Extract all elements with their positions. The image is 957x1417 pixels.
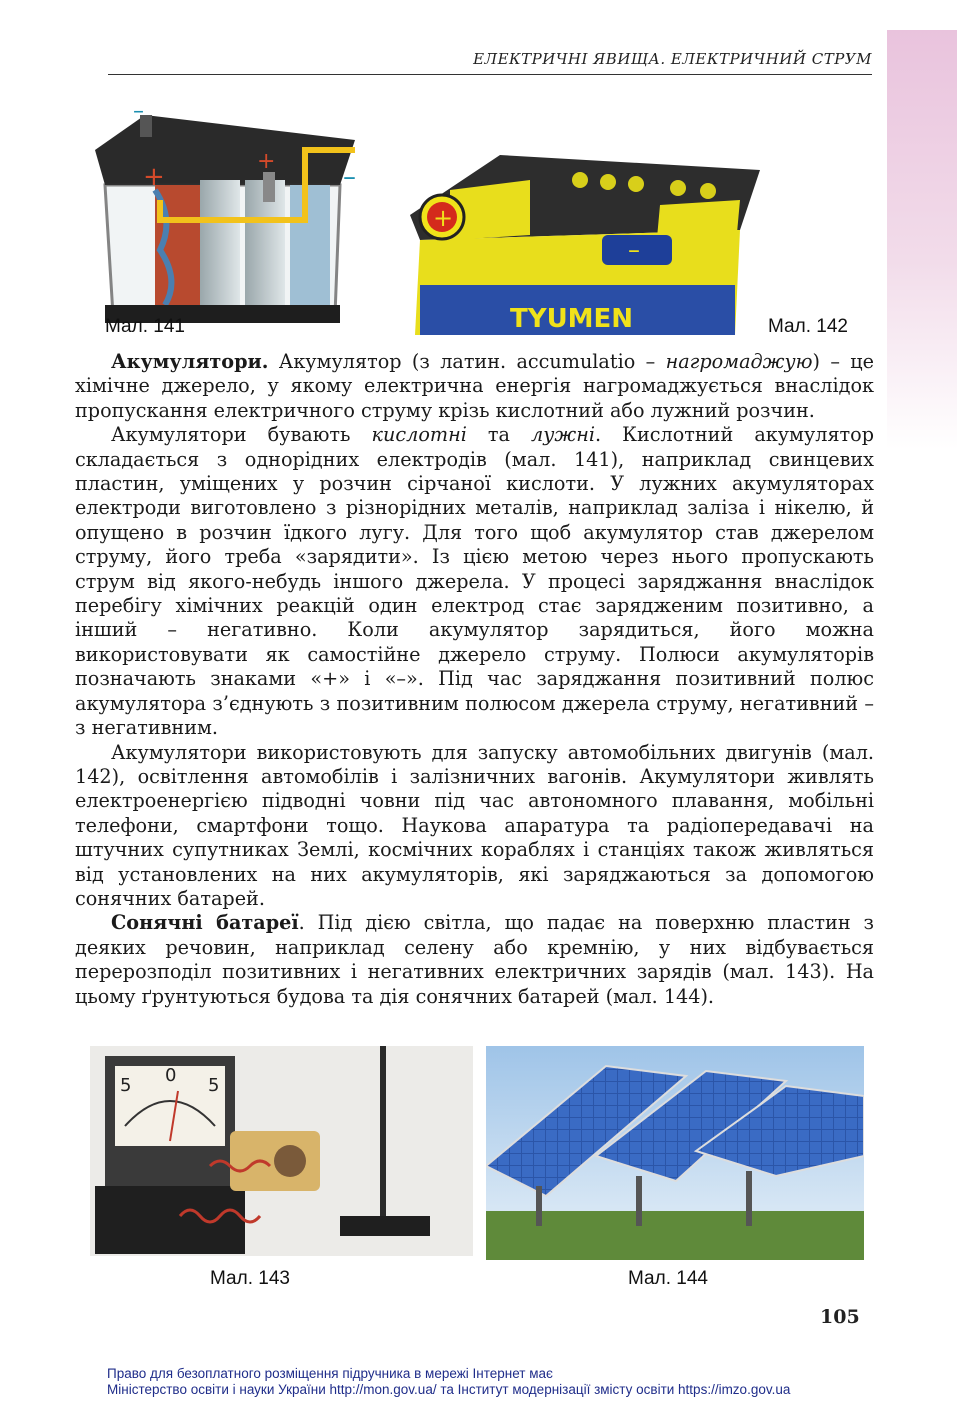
figure-142-caption: Мал. 142 xyxy=(768,316,848,337)
plus-sign-142: + xyxy=(433,204,454,232)
paragraph-solar-batteries: Сонячні батареї. Під дією світла, що падає на поверхню пластин з деяких речовин, наприклад селену або кремнію, у них відбувається перерозподіл позитивних і негативних електричних зарядів (мал. 143). На цьому ґрунтуються будова та дія сонячних батарей (мал. 144). xyxy=(75,911,875,1008)
battery-brand-text: TYUMEN xyxy=(510,304,634,334)
galvanometer-setup-illustration xyxy=(90,1046,473,1256)
scale-right: 5 xyxy=(208,1075,220,1096)
figure-142-image xyxy=(390,145,770,335)
figure-141-image xyxy=(85,90,375,330)
term-accumulators: Акумулятори. xyxy=(111,350,269,373)
footer-line-2: Міністерство освіти і науки України http://mon.gov.ua/ та Інститут модернізації змісту освіти https://imzo.gov.ua xyxy=(107,1382,791,1397)
car-battery-illustration xyxy=(390,145,770,335)
plus-label-141: + xyxy=(257,149,276,174)
scale-left: 5 xyxy=(120,1075,132,1096)
running-header: ЕЛЕКТРИЧНІ ЯВИЩА. ЕЛЕКТРИЧНИЙ СТРУМ xyxy=(473,50,872,68)
figure-144-caption: Мал. 144 xyxy=(628,1268,708,1289)
scale-zero: 0 xyxy=(165,1065,177,1086)
battery-cutaway-illustration xyxy=(85,90,375,330)
paragraph-accumulator-uses: Акумулятори використовують для запуску автомобільних двигунів (мал. 142), освітлення автомобілів і залізничних вагонів. Акумулятори живлять електроенергією підводні човни під час автономного плавання, мобільні телефони, смартфони тощо. Наукова апаратура та радіопередавачі на штучних супутниках Землі, космічних кораблях і станціях також живляться від установлених на них акумуляторів, які заряджаються за допомогою сонячних батарей. xyxy=(75,740,874,910)
figure-143-caption: Мал. 143 xyxy=(210,1268,290,1289)
footer-license xyxy=(107,1366,887,1398)
figure-144-image xyxy=(486,1046,864,1260)
figure-141-caption: Мал. 141 xyxy=(105,316,185,337)
page-number: 105 xyxy=(820,1306,860,1328)
minus-sign-142: – xyxy=(628,236,640,264)
paragraph-accumulators: Акумулятори. Акумулятор (з латин. accumulatio – нагромаджую) – це хімічне джерело, у якому електрична енергія нагромаджується внаслідок пропускання електричного струму крізь кислотний або лужний розчин. xyxy=(75,350,874,422)
figure-143-image xyxy=(90,1046,473,1256)
side-decor-strip xyxy=(887,30,957,450)
footer-line-1: Право для безоплатного розміщення підручника в мережі Інтернет має xyxy=(107,1366,553,1381)
term-solar-batteries: Сонячні батареї xyxy=(111,911,299,935)
main-text xyxy=(75,350,874,1009)
plus-sign-141: + xyxy=(143,162,165,192)
paragraph-accumulator-types: Акумулятори бувають кислотні та лужні. Кислотний акумулятор складається з однорідних електродів (мал. 141), наприклад свинцевих пластин, уміщених у розчин сірчаної кислоти. У лужних акумуляторах електроди виготовлено з різнорідних металів, наприклад заліза і нікелю, й опущено в розчин їдкого лугу. Для того щоб акумулятор став джерелом струму, його треба «зарядити». Із цією метою через нього пропускають струм від якого-небудь іншого джерела. У процесі заряджання внаслідок перебігу хімічних реакцій один електрод стає зарядженим позитивно, а інший – негативно. Коли акумулятор зарядиться, його можна використовувати як самостійне джерело струму. Полюси акумуляторів позначають знаками «+» і «–». Під час заряджання позитивний полюс акумулятора з’єднують з позитивним полюсом джерела струму, негативний – з негативним. xyxy=(75,423,874,740)
minus-label-141: – xyxy=(133,99,144,124)
solar-panels-illustration xyxy=(486,1046,864,1260)
minus-sign-141: – xyxy=(343,162,356,192)
header-rule xyxy=(108,74,872,75)
